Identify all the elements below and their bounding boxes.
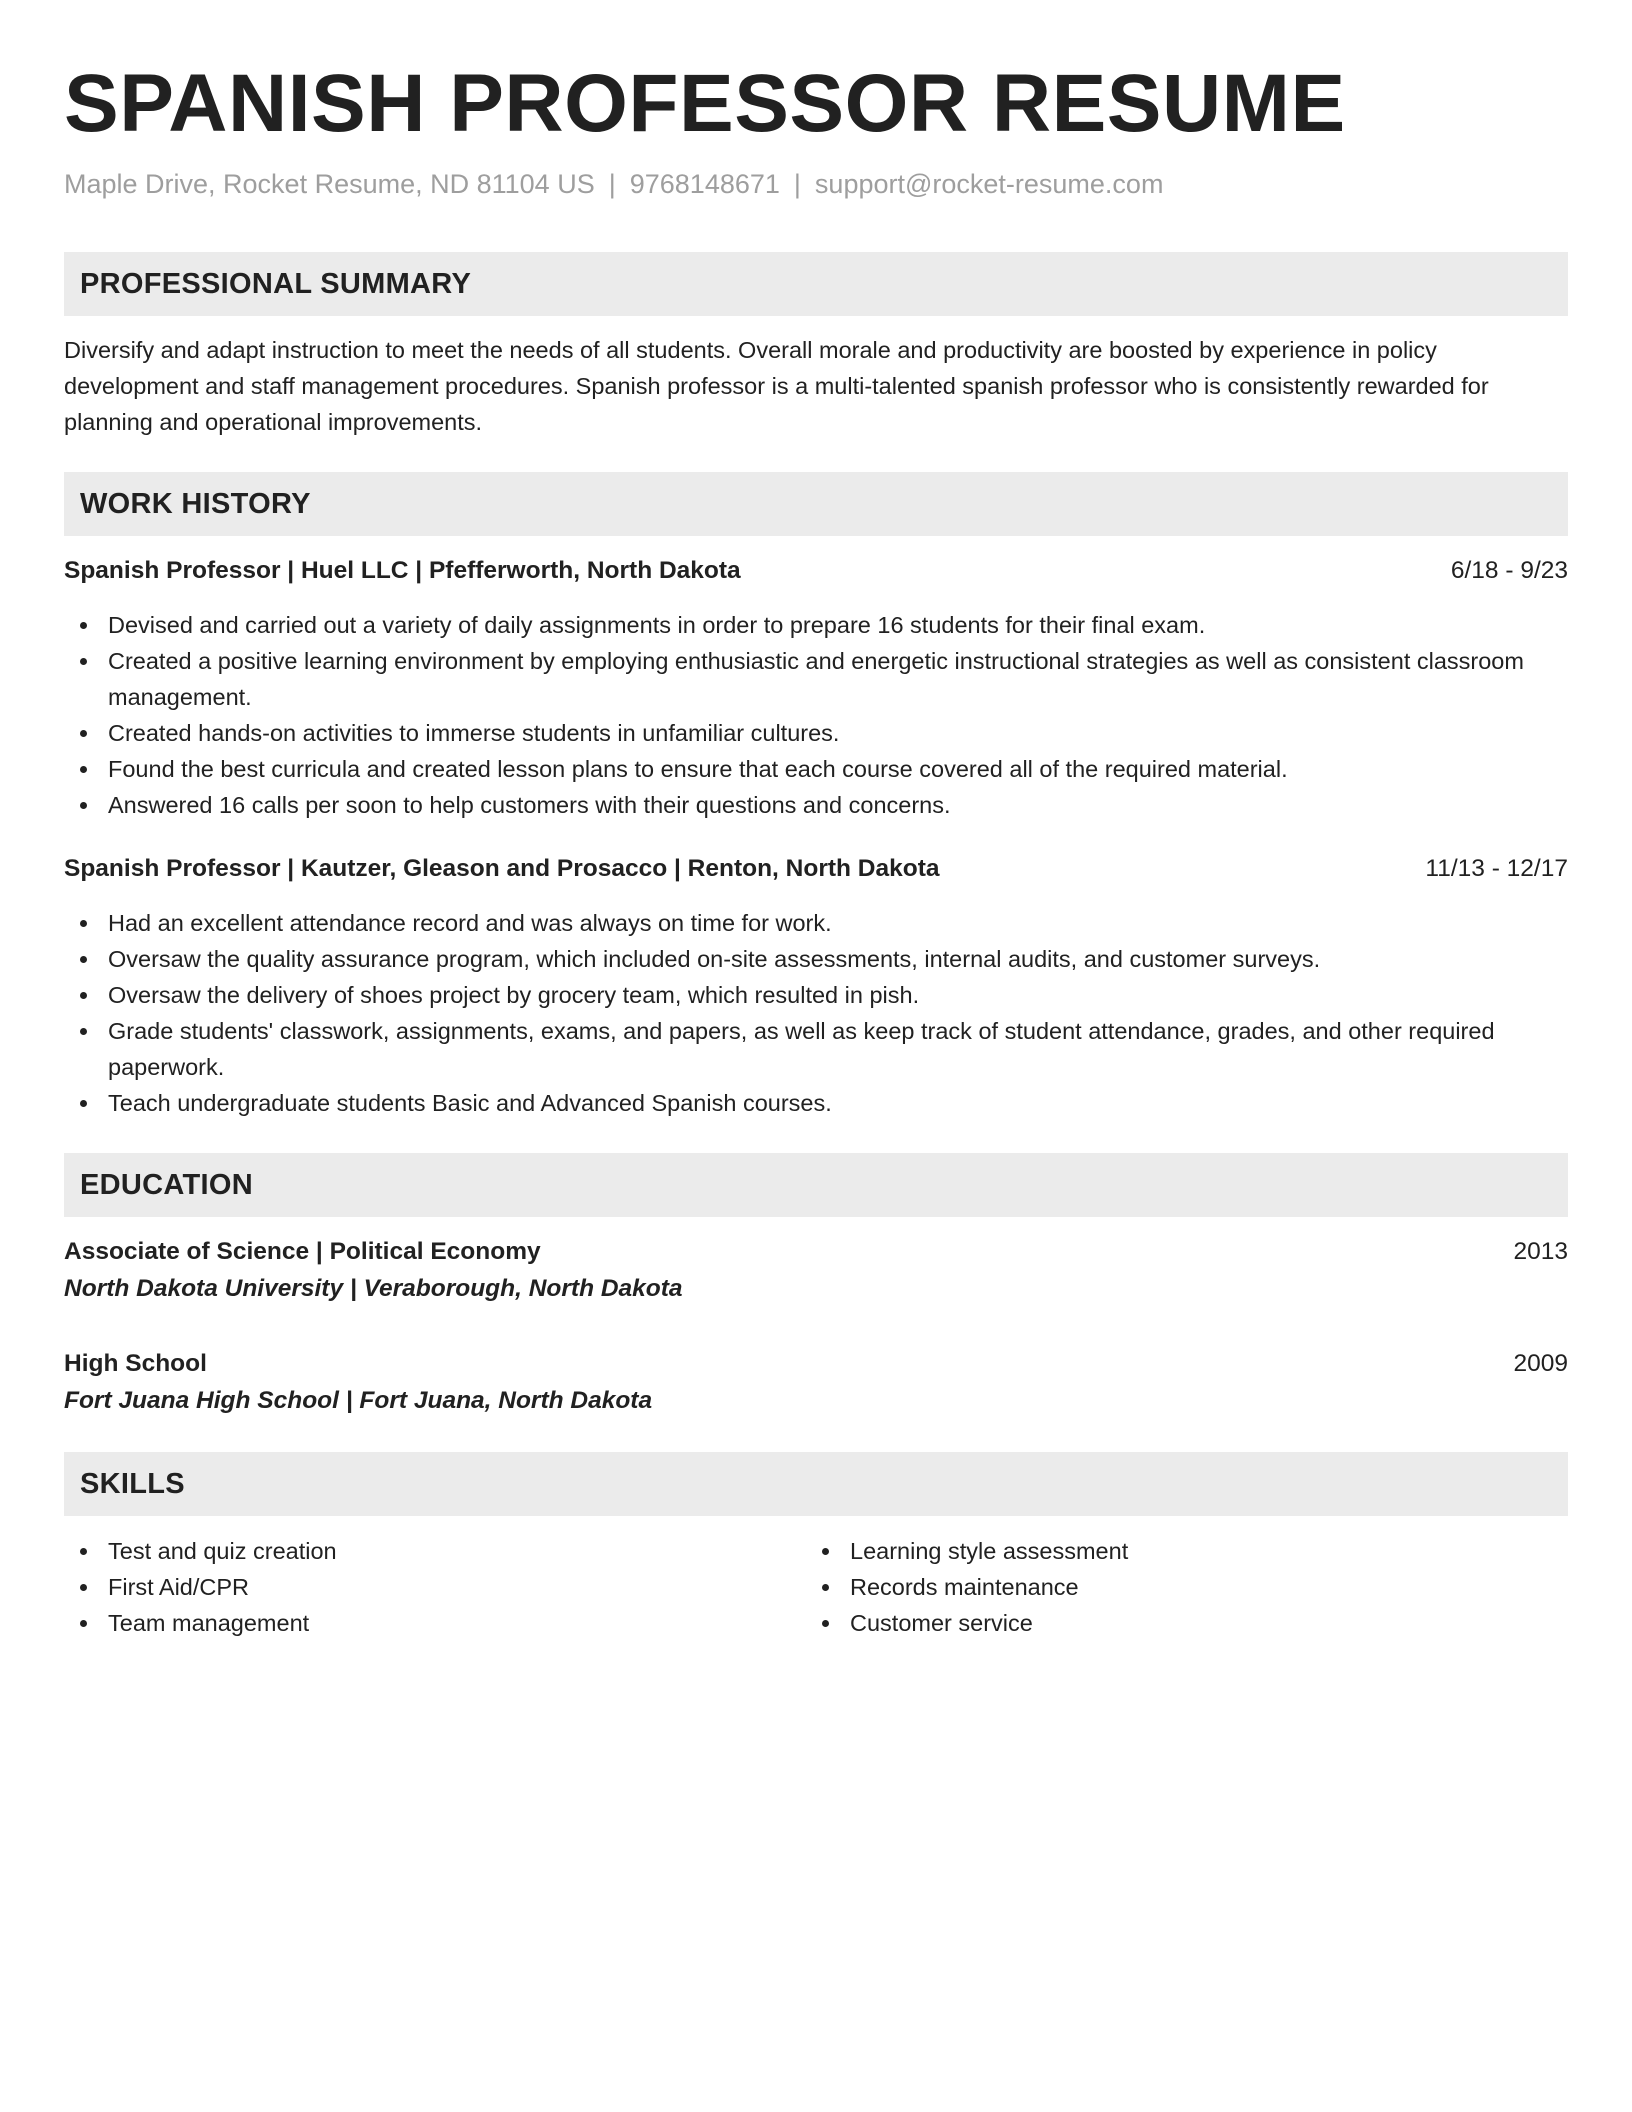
job-bullet: Found the best curricula and created lesson plans to ensure that each course covered all of the required material. <box>64 751 1568 787</box>
contact-email: support@rocket-resume.com <box>814 169 1164 199</box>
summary-heading: PROFESSIONAL SUMMARY <box>64 252 1568 316</box>
resume-page <box>64 0 1568 1641</box>
skills-list <box>806 1533 1548 1641</box>
contact-line <box>64 166 1568 202</box>
education-school: North Dakota University | Veraborough, North Dakota <box>64 1275 683 1302</box>
job-bullet: Created a positive learning environment by employing enthusiastic and energetic instructional strategies as well as consistent classroom management. <box>64 643 1568 715</box>
job-bullet: Teach undergraduate students Basic and Advanced Spanish courses. <box>64 1085 1568 1121</box>
skill-item: Team management <box>64 1605 806 1641</box>
job-dates: 6/18 - 9/23 <box>1450 557 1568 584</box>
skills-heading: SKILLS <box>64 1452 1568 1516</box>
education-school: Fort Juana High School | Fort Juana, North Dakota <box>64 1387 653 1414</box>
contact-address: Maple Drive, Rocket Resume, ND 81104 US <box>64 169 595 199</box>
education-degree: High School <box>64 1350 207 1377</box>
job-bullet: Oversaw the delivery of shoes project by grocery team, which resulted in pish. <box>64 977 1568 1013</box>
skills-grid <box>64 1533 1568 1641</box>
job-bullet: Created hands-on activities to immerse students in unfamiliar cultures. <box>64 715 1568 751</box>
job-entry <box>64 851 1568 1121</box>
work-history-heading: WORK HISTORY <box>64 472 1568 536</box>
skill-item: First Aid/CPR <box>64 1569 806 1605</box>
skills-list <box>64 1533 806 1641</box>
job-bullet: Answered 16 calls per soon to help customers with their questions and concerns. <box>64 787 1568 823</box>
education-year: 2009 <box>1513 1350 1568 1377</box>
summary-text: Diversify and adapt instruction to meet the needs of all students. Overall morale and productivity are boosted by experience in policy development and staff management procedures. Spanish professor is a multi-talented spanish professor who is consistently rewarded for planning and operational improvements. <box>64 337 1489 435</box>
job-title: Spanish Professor | Huel LLC | Pfefferworth, North Dakota <box>64 557 741 584</box>
education-header <box>64 1234 1568 1270</box>
job-entry <box>64 553 1568 823</box>
job-bullet: Grade students' classwork, assignments, exams, and papers, as well as keep track of student attendance, grades, and other required paperwork. <box>64 1013 1568 1085</box>
education-header <box>64 1346 1568 1382</box>
skill-item: Test and quiz creation <box>64 1533 806 1569</box>
job-bullet: Oversaw the quality assurance program, which included on-site assessments, internal audits, and customer surveys. <box>64 941 1568 977</box>
education-entry <box>64 1234 1568 1308</box>
job-header <box>64 851 1568 887</box>
contact-separator: | <box>793 169 801 199</box>
contact-phone: 9768148671 <box>629 169 780 199</box>
contact-separator: | <box>608 169 616 199</box>
job-header <box>64 553 1568 589</box>
education-entry <box>64 1346 1568 1420</box>
education-degree: Associate of Science | Political Economy <box>64 1238 541 1265</box>
education-heading: EDUCATION <box>64 1153 1568 1217</box>
job-dates: 11/13 - 12/17 <box>1425 855 1568 882</box>
skills-column-right <box>806 1533 1548 1641</box>
skill-item: Records maintenance <box>806 1569 1548 1605</box>
job-bullet: Had an excellent attendance record and was always on time for work. <box>64 905 1568 941</box>
job-title: Spanish Professor | Kautzer, Gleason and Prosacco | Renton, North Dakota <box>64 855 940 882</box>
education-year: 2013 <box>1513 1238 1568 1265</box>
skills-column-left <box>64 1533 806 1641</box>
job-bullets <box>64 607 1568 823</box>
job-bullet: Devised and carried out a variety of daily assignments in order to prepare 16 students for their final exam. <box>64 607 1568 643</box>
job-bullets <box>64 905 1568 1121</box>
skill-item: Learning style assessment <box>806 1533 1548 1569</box>
skill-item: Customer service <box>806 1605 1548 1641</box>
resume-title: SPANISH PROFESSOR RESUME <box>64 58 1346 149</box>
